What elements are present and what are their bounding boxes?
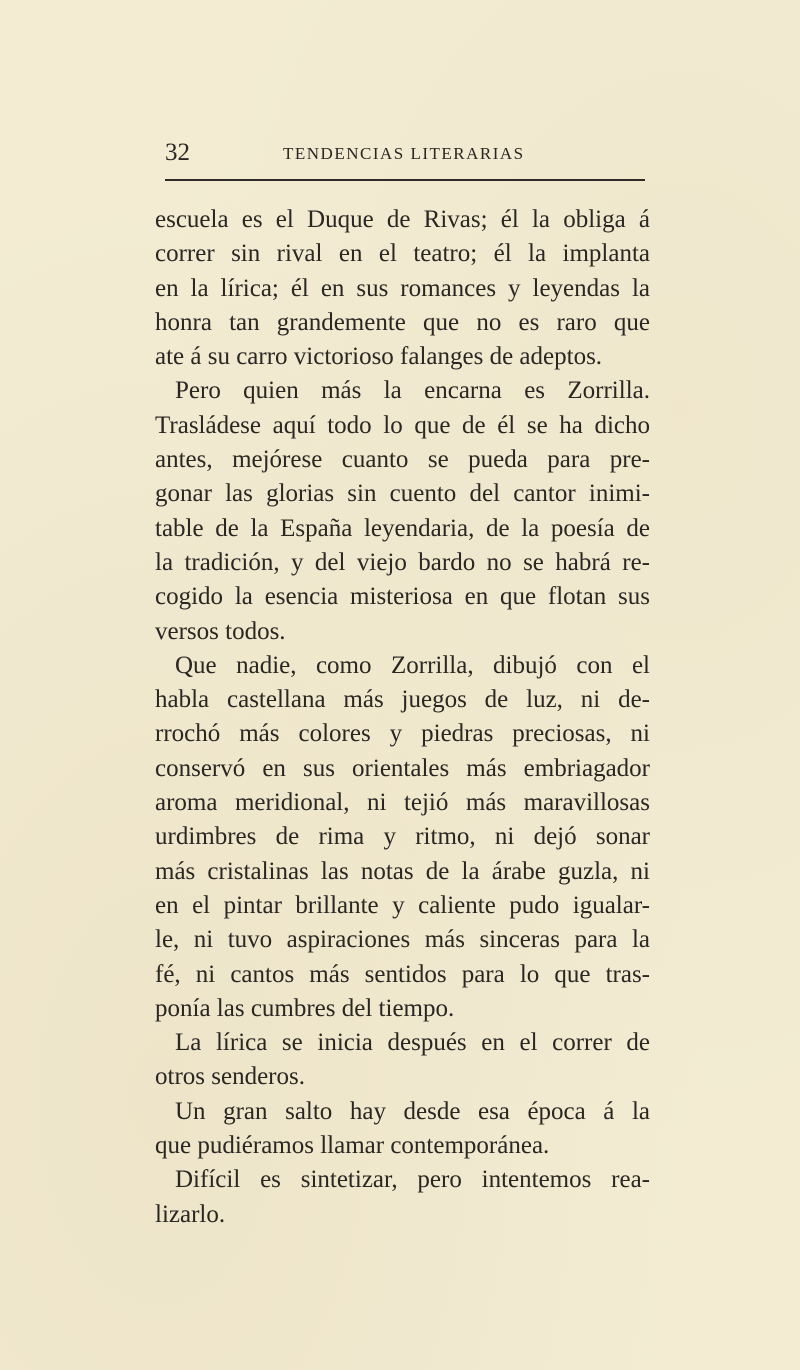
text-line: Difícil es sintetizar, pero intentemos rea-: [175, 1166, 650, 1194]
text-line: cogido la esencia misteriosa en que flotan sus: [155, 583, 650, 611]
text-line: urdimbres de rima y ritmo, ni dejó sonar: [155, 823, 650, 851]
body-text: [155, 203, 650, 1232]
text-line: fé, ni cantos más sentidos para lo que tras-: [155, 960, 650, 988]
text-line: le, ni tuvo aspiraciones más sinceras para la: [155, 926, 650, 954]
text-line: Que nadie, como Zorrilla, dibujó con el: [175, 651, 650, 679]
text-line: conservó en sus orientales más embriagador: [155, 754, 650, 782]
text-line: que pudiéramos llamar contemporánea.: [155, 1132, 550, 1160]
text-line: más cristalinas las notas de la árabe guzla, ni: [155, 857, 650, 885]
page-number: 32: [165, 139, 190, 166]
text-line: Pero quien más la encarna es Zorrilla.: [175, 377, 650, 405]
running-head: [165, 138, 645, 172]
header-rule: [165, 179, 645, 181]
text-line: escuela es el Duque de Rivas; él la obliga á: [155, 206, 650, 233]
text-line: Trasládese aquí todo lo que de él se ha dicho: [155, 411, 650, 439]
text-line: correr sin rival en el teatro; él la implanta: [155, 240, 650, 268]
text-line: otros senderos.: [155, 1063, 305, 1091]
text-line: lizarlo.: [155, 1200, 226, 1228]
text-line: honra tan grandemente que no es raro que: [155, 308, 650, 336]
text-line: en la lírica; él en sus romances y leyendas la: [155, 274, 650, 302]
text-line: ponía las cumbres del tiempo.: [155, 994, 455, 1022]
text-line: aroma meridional, ni tejió más maravillosas: [155, 789, 650, 817]
text-line: versos todos.: [155, 617, 286, 645]
text-line: rrochó más colores y piedras preciosas, ni: [155, 720, 650, 748]
text-line: en el pintar brillante y caliente pudo igualar-: [155, 891, 650, 919]
text-line: antes, mejórese cuanto se pueda para pre-: [155, 446, 650, 474]
text-line: ate á su carro victorioso falanges de adeptos.: [155, 343, 603, 371]
text-line: Un gran salto hay desde esa época á la: [175, 1097, 650, 1125]
text-line: gonar las glorias sin cuento del cantor inimi-: [155, 480, 650, 508]
text-line: habla castellana más juegos de luz, ni de-: [155, 686, 650, 714]
running-title: TENDENCIAS LITERARIAS: [283, 144, 525, 163]
text-line: La lírica se inicia después en el correr de: [175, 1029, 650, 1057]
text-line: table de la España leyendaria, de la poesía de: [155, 514, 650, 542]
text-line: la tradición, y del viejo bardo no se habrá re-: [155, 548, 650, 576]
